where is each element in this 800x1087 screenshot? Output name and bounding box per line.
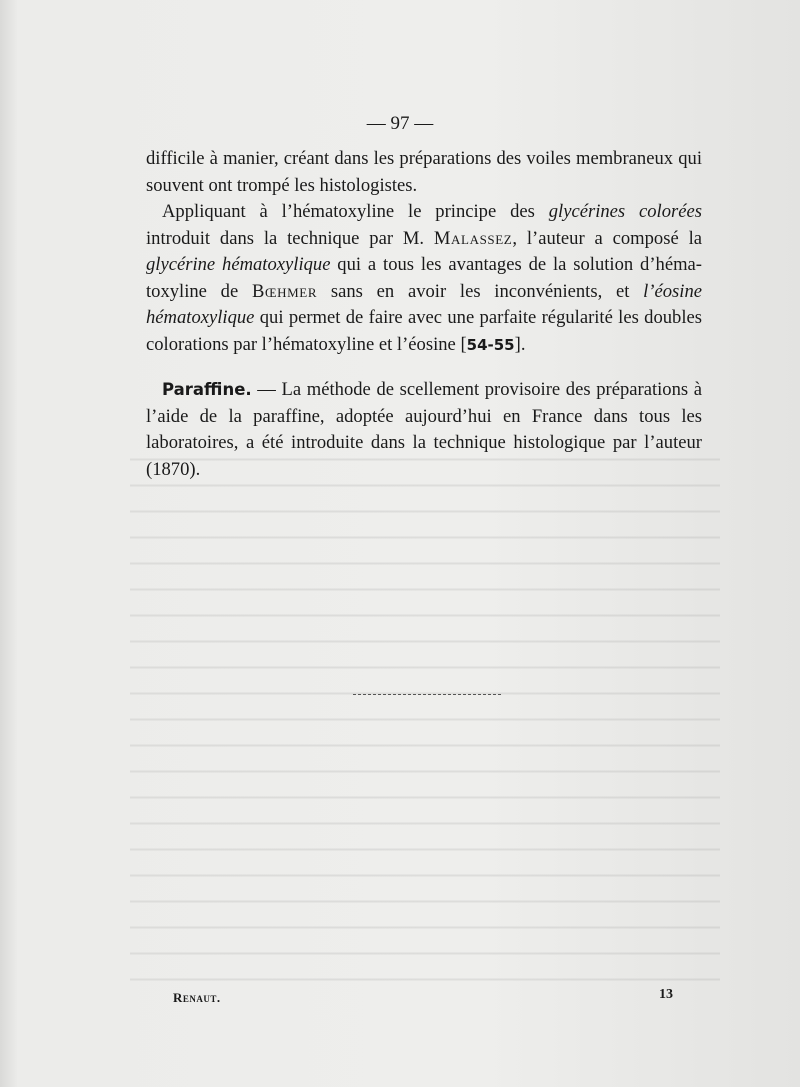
paragraph-1: difficile à manier, créant dans les préparations des voiles membraneux qui souvent ont trompé les histologistes. <box>146 148 702 196</box>
reference-numbers: 54-55 <box>466 335 515 354</box>
author-name: Malassez <box>433 227 513 249</box>
body-text <box>146 146 702 483</box>
section-heading: Paraffine. <box>162 380 252 399</box>
emphasis: glycérine hématoxylique <box>146 254 331 275</box>
emphasis: l’éosine hématoxylique <box>146 280 702 328</box>
author-name: Bœhmer <box>252 280 318 302</box>
page-number: — 97 — <box>366 113 434 134</box>
paragraph-3: Paraffine. — La méthode de scellement provisoire des préparations à l’aide de la paraffine, adoptée aujourd’hui en France dans tous les laboratoires, a été introduite dans la technique histologique par l’auteur (1870). <box>146 379 702 480</box>
emphasis: glycérines colorées <box>548 201 702 222</box>
show-through-text <box>130 440 720 1000</box>
section-divider <box>353 694 501 695</box>
footer-sheet-number: 13 <box>659 987 673 1002</box>
footer-signature: Renaut. <box>173 990 221 1005</box>
paragraph-2: Appliquant à l’hématoxyline le principe des glycérines colorées introduit dans la technique par M. Malassez, l’auteur a composé la glycérine hématoxylique qui a tous les avantages de la solution d’hématoxyline de Bœhmer sans en avoir les inconvénients, et l’éosine hématoxylique qui permet de faire avec une parfaite régularité les doubles colorations par l’hématoxyline et l’éosine [54-55]. <box>146 201 703 355</box>
